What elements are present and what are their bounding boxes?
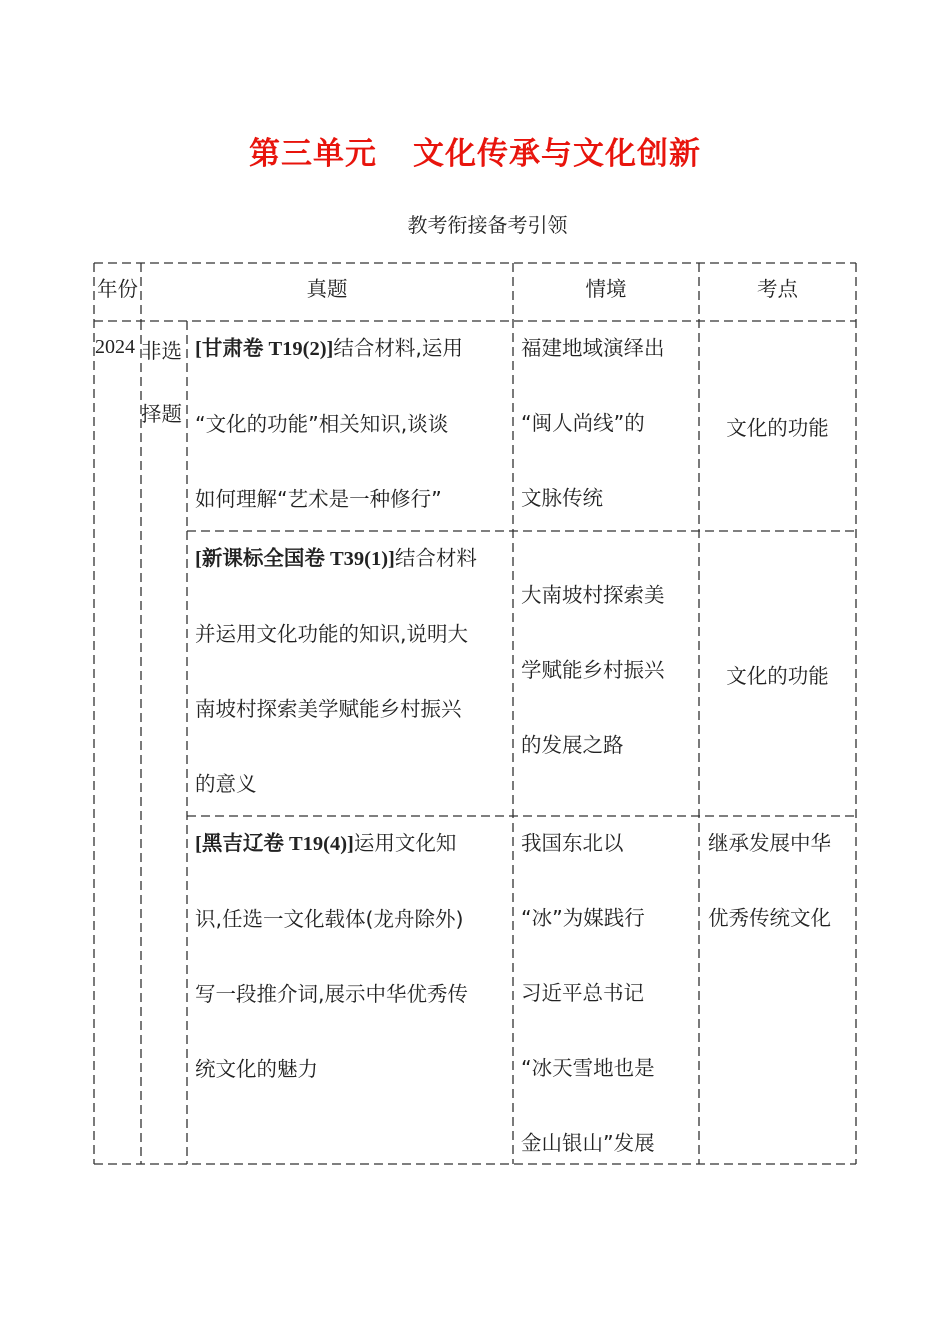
title-topic: 文化传承与文化创新 [413,136,701,172]
context-line: 习近平总书记 [521,981,644,1005]
header-question: 真题 [306,277,348,301]
question-line: 并运用文化功能的知识,说明大 [195,622,469,646]
question-line: 南坡村探索美学赋能乡村振兴 [195,697,462,721]
question-line: 识,任选一文化载体(龙舟除外) [195,907,464,931]
context-line: 学赋能乡村振兴 [521,658,665,682]
table-row-context [521,806,696,1181]
table-row-question [195,521,510,822]
question-type-cell [141,336,187,429]
question-line: 写一段推介词,展示中华优秀传 [195,982,469,1006]
exam-tag: [黑吉辽卷 T19(4)] [195,833,354,855]
table-row-context [521,558,696,783]
table-row-question [195,806,510,1107]
year-cell: 2024 [95,336,135,358]
context-line: 的发展之路 [521,733,624,757]
point-line: 文化的功能 [726,663,829,688]
question-line: 运用文化知 [353,831,457,855]
point-line: 文化的功能 [726,416,829,440]
context-line: “冰”为媒践行 [521,906,645,930]
point-line: 优秀传统文化 [708,906,831,930]
question-line: 如何理解“艺术是一种修行” [195,487,442,511]
question-line: “文化的功能”相关知识,谈谈 [195,412,449,436]
question-line: 统文化的魅力 [195,1057,318,1081]
context-line: 文脉传统 [521,486,603,510]
table-row-question [195,311,510,537]
context-line: 金山银山”发展 [521,1131,655,1155]
exam-tag: [甘肃卷 T19(2)] [195,338,334,360]
context-line: 我国东北以 [521,831,624,855]
header-point: 考点 [757,277,798,301]
table-row-point [699,531,856,816]
question-type-line: 非选 [141,339,182,363]
question-line: 结合材料 [394,546,477,570]
header-context: 情境 [585,277,627,301]
exam-tag: [新课标全国卷 T39(1)] [195,548,395,570]
title-unit: 第三单元 [249,136,377,172]
point-line: 继承发展中华 [708,831,831,855]
table-row-point [699,321,856,531]
question-type-line: 择题 [141,402,182,426]
question-line: 结合材料,运用 [333,336,463,360]
context-line: “闽人尚线”的 [521,411,645,435]
context-line: 福建地域演绎出 [521,336,665,360]
header-year: 年份 [97,277,138,301]
page-subtitle: 教考衔接备考引领 [407,213,568,237]
table-row-point [708,806,853,956]
context-line: 大南坡村探索美 [521,583,665,607]
table-row-context [521,311,696,536]
question-line: 的意义 [195,772,257,796]
context-line: “冰天雪地也是 [521,1056,655,1080]
